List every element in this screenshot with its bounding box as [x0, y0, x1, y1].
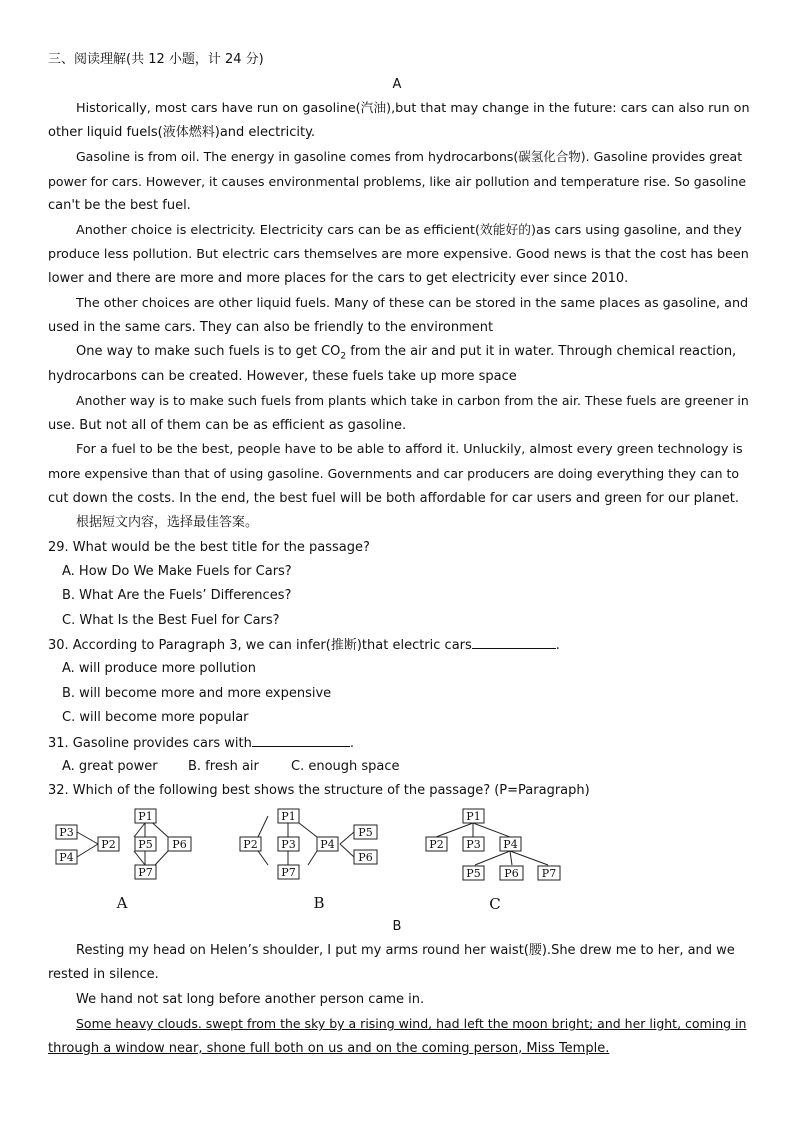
passage-a-line: Gasoline is from oil. The energy in gasoline comes from hydrocarbons(碳氢化合物). Gasoline provides great — [76, 149, 743, 164]
diagram-a-label-p1: P1 — [138, 810, 153, 823]
diagram-a-edge-p6-p7 — [155, 851, 168, 865]
diagram-a-edge-p3-p2 — [77, 832, 98, 844]
passage-a-line: Historically, most cars have run on gasoline(汽油),but that may change in the future: cars can also run on — [76, 101, 750, 116]
diagram-c-label-p2: P2 — [429, 838, 444, 851]
diagram-c-label-p6: P6 — [504, 867, 519, 880]
instruction: 根据短文内容，选择最佳答案。 — [76, 515, 259, 530]
passage-a-line: can't be the best fuel. — [48, 198, 191, 213]
q31-answer-blank[interactable] — [252, 735, 350, 747]
diagram-a-label-p7: P7 — [138, 866, 153, 879]
diagram-c-edge-p1-p4 — [473, 823, 510, 837]
diagram-b-label-p4: P4 — [320, 838, 335, 851]
diagram-b-edge-p4-p5 — [340, 832, 354, 844]
passage-a-label: A — [392, 77, 402, 92]
passage-a-line: Another choice is electricity. Electricity cars can be as efficient(效能好的)as cars using gasoline, and they — [76, 223, 742, 238]
diagram-c-edge-p1-p2 — [436, 823, 473, 837]
diagram-b-edge-p1-p2 — [258, 816, 268, 837]
diagram-b-edge-p4-p6 — [340, 844, 354, 857]
co2-subscript: 2 — [340, 351, 347, 362]
diagram-b-edge-p2-p7 — [258, 851, 268, 865]
section-title: 三、阅读理解(共 12 小题，计 24 分) — [48, 52, 264, 67]
diagram-option-a-label: A — [116, 894, 128, 912]
diagram-option-b-label: B — [313, 894, 325, 912]
passage-a-line: For a fuel to be the best, people have to be able to afford it. Unluckily, almost every green technology is — [76, 442, 743, 457]
q31-option-a: A. great power — [62, 759, 158, 774]
diagram-c-label-p1: P1 — [466, 810, 481, 823]
passage-b-line: We hand not sat long before another person came in. — [76, 992, 425, 1007]
co2-after: from the air and put it in water. Through chemical reaction, — [346, 344, 737, 359]
q30-answer-blank[interactable] — [472, 637, 556, 649]
passage-b-label: B — [392, 919, 402, 934]
diagram-c-edge-p4-p5 — [475, 851, 510, 865]
diagram-a-edge-p2-p1 — [134, 823, 145, 837]
diagram-b-label-p6: P6 — [358, 851, 373, 864]
q31-option-c: C. enough space — [291, 759, 400, 774]
q30-stem: 30. According to Paragraph 3, we can infer(推断)that electric cars — [48, 638, 472, 653]
passage-a-line: Another way is to make such fuels from plants which take in carbon from the air. These fuels are greener in — [76, 393, 749, 408]
structure-diagrams — [40, 802, 580, 914]
diagram-b-label-p3: P3 — [281, 838, 296, 851]
diagram-a-edge-p2-p7 — [134, 851, 145, 865]
question-29: 29. What would be the best title for the passage? — [48, 540, 370, 555]
q30-option-a: A. will produce more pollution — [62, 661, 256, 676]
q30-option-c: C. will become more popular — [62, 710, 249, 725]
diagram-b-label-p7: P7 — [281, 866, 296, 879]
diagram-c-edge-p4-p6 — [510, 851, 512, 865]
co2-before: One way to make such fuels is to get CO — [76, 344, 341, 359]
diagram-c-edge-p4-p7 — [510, 851, 548, 865]
passage-b-line: Resting my head on Helen’s shoulder, I put my arms round her waist(腰).She drew me to her, and we — [76, 943, 735, 958]
diagram-a-label-p2: P2 — [101, 838, 116, 851]
q29-option-c: C. What Is the Best Fuel for Cars? — [62, 613, 280, 628]
passage-a-line: power for cars. However, it causes environmental problems, like air pollution and temperature rise. So gasoline — [48, 174, 747, 189]
diagram-c-label-p5: P5 — [466, 867, 481, 880]
passage-a-line: used in the same cars. They can also be friendly to the environment — [48, 320, 494, 335]
question-31 — [48, 735, 354, 752]
passage-a-co2-line — [76, 344, 736, 365]
q29-option-a: A. How Do We Make Fuels for Cars? — [62, 564, 292, 579]
passage-a-line: lower and there are more and more places for the cars to get electricity ever since 2010. — [48, 271, 629, 286]
q31-stem: 31. Gasoline provides cars with — [48, 736, 252, 751]
q31-option-b: B. fresh air — [188, 759, 259, 774]
q29-option-b: B. What Are the Fuels’ Differences? — [62, 588, 292, 603]
question-30 — [48, 637, 560, 654]
passage-a-line: more expensive than that of using gasoline. Governments and car producers are doing everything they can to — [48, 466, 740, 481]
q31-stem-end: . — [349, 736, 354, 751]
diagram-a-label-p4: P4 — [59, 851, 74, 864]
passage-b-underlined-line: through a window near, shone full both on us and on the coming person, Miss Temple. — [48, 1041, 610, 1056]
diagram-c-label-p7: P7 — [541, 867, 557, 880]
passage-b-line: rested in silence. — [48, 967, 159, 982]
question-32: 32. Which of the following best shows the structure of the passage? (P=Paragraph) — [48, 783, 590, 798]
passage-a-line: other liquid fuels(液体燃料)and electricity. — [48, 125, 316, 140]
diagram-option-c-label: C — [489, 895, 501, 913]
diagram-b-label-p1: P1 — [281, 810, 296, 823]
diagram-a-edge-p4-p2 — [77, 844, 98, 857]
diagram-b-label-p2: P2 — [243, 838, 258, 851]
passage-a-line: hydrocarbons can be created. However, these fuels take up more space — [48, 369, 517, 384]
diagram-a-label-p6: P6 — [172, 838, 187, 851]
diagram-a-label-p5: P5 — [138, 838, 153, 851]
diagram-b-label-p5: P5 — [358, 826, 373, 839]
q30-stem-end: . — [555, 638, 560, 653]
passage-a-line: cut down the costs. In the end, the best fuel will be both affordable for car users and green for our planet. — [48, 491, 739, 506]
diagram-b-edge-p4-p7 — [308, 851, 317, 865]
passage-b-underlined-line: Some heavy clouds. swept from the sky by a rising wind, had left the moon bright; and her light, coming in — [76, 1016, 747, 1031]
diagram-c-label-p3: P3 — [466, 838, 481, 851]
diagram-c-label-p4: P4 — [503, 838, 518, 851]
q30-option-b: B. will become more and more expensive — [62, 686, 332, 701]
passage-a-line: produce less pollution. But electric cars themselves are more expensive. Good news is that the cost has been — [48, 247, 749, 262]
passage-a-line: use. But not all of them can be as efficient as gasoline. — [48, 418, 407, 433]
passage-a-line: The other choices are other liquid fuels. Many of these can be stored in the same places as gasoline, and — [76, 296, 749, 311]
diagram-a-label-p3: P3 — [59, 826, 74, 839]
